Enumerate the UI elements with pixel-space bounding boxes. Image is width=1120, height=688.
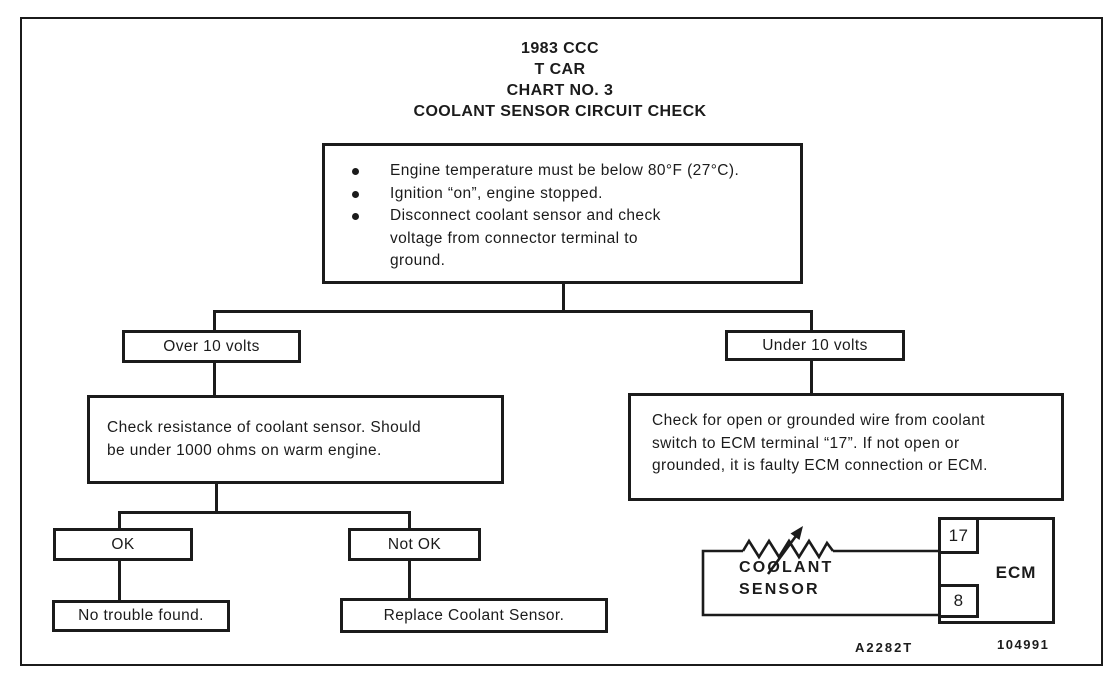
title-line-subject: COOLANT SENSOR CIRCUIT CHECK <box>413 103 707 120</box>
condition-box-under-10-volts: Under 10 volts <box>725 330 905 361</box>
precondition-text: Ignition “on”, engine stopped. <box>390 184 603 202</box>
bullet-icon <box>352 213 359 220</box>
precondition-text: Disconnect coolant sensor and check voltage from connector terminal to ground. <box>390 207 661 269</box>
bullet-icon <box>352 191 359 198</box>
result-box-ok: OK <box>53 528 193 561</box>
connector-to-over <box>213 310 216 332</box>
connector-action-stem <box>215 482 218 513</box>
connector-not-ok-to-result <box>408 559 411 599</box>
coolant-sensor-label-line2: SENSOR <box>739 581 820 598</box>
result-box-not-ok: Not OK <box>348 528 481 561</box>
outcome-box-no-trouble: No trouble found. <box>52 600 230 632</box>
bullet-icon <box>352 168 359 175</box>
connector-to-ok <box>118 511 121 529</box>
connector-stem <box>562 283 565 312</box>
precondition-item <box>352 183 792 206</box>
ecm-terminal-8-box: 8 <box>938 584 979 618</box>
precondition-item <box>352 205 792 273</box>
connector-branch-bar <box>213 310 813 313</box>
coolant-sensor-label-line1: COOLANT <box>739 559 834 576</box>
ecm-terminal-17-box: 17 <box>938 517 979 554</box>
preconditions-box <box>322 143 803 284</box>
action-box-check-resistance: Check resistance of coolant sensor. Should be under 1000 ohms on warm engine. <box>87 395 504 484</box>
resistor-arrow-head-icon <box>791 526 804 540</box>
connector-ok-bar <box>118 511 411 514</box>
condition-box-over-10-volts: Over 10 volts <box>122 330 301 363</box>
connector-to-under <box>810 310 813 332</box>
title-line-chart-no: CHART NO. 3 <box>506 82 614 99</box>
precondition-text: Engine temperature must be below 80°F (27°C). <box>390 162 740 179</box>
title-line-model: T CAR <box>534 61 586 78</box>
connector-to-not-ok <box>408 511 411 529</box>
figure-code-left: A2282T <box>855 640 914 655</box>
precondition-item <box>352 160 792 183</box>
ecm-label: ECM <box>995 563 1037 582</box>
action-box-check-wire: Check for open or grounded wire from coolant switch to ECM terminal “17”. If not open or grounded, it is faulty ECM connection or ECM. <box>628 393 1064 501</box>
connector-over-to-action <box>213 361 216 396</box>
figure-code-right: 104991 <box>997 637 1050 652</box>
outcome-box-replace-sensor: Replace Coolant Sensor. <box>340 598 608 633</box>
title-line-year: 1983 CCC <box>521 40 599 57</box>
connector-under-to-action <box>810 359 813 394</box>
connector-ok-to-result <box>118 559 121 601</box>
